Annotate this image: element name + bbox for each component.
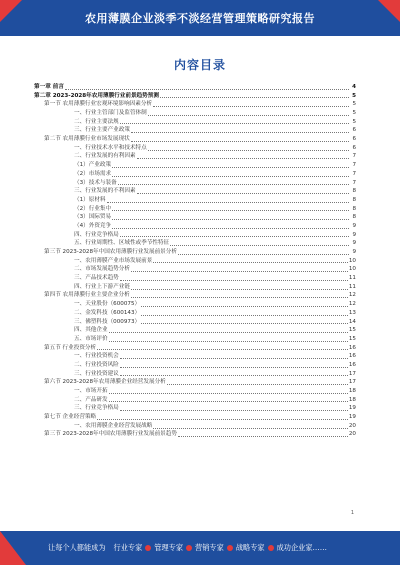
toc-leader-dots <box>65 89 349 90</box>
toc-entry[interactable] <box>34 118 356 127</box>
toc-entry-text: 四、其他企业 <box>74 327 108 334</box>
toc-entry[interactable] <box>34 257 356 266</box>
toc-entry-page: 5 <box>352 118 356 125</box>
toc-entry[interactable] <box>34 378 356 387</box>
toc-entry[interactable] <box>34 422 356 431</box>
toc-entry-text: （3）技术与装备 <box>74 179 117 186</box>
toc-entry-page: 20 <box>348 431 356 438</box>
toc-entry-page: 7 <box>352 153 356 160</box>
toc-entry-page: 16 <box>348 353 356 360</box>
toc-leader-dots <box>148 150 349 151</box>
toc-entry-page: 8 <box>352 214 356 221</box>
toc-leader-dots <box>109 341 348 342</box>
toc-entry-text: 一、行业投资机会 <box>74 353 119 360</box>
toc-leader-dots <box>137 193 349 194</box>
toc-leader-dots <box>97 419 348 420</box>
toc-entry-page: 8 <box>352 196 356 203</box>
footer-tag: 成功企业家…… <box>276 543 327 552</box>
toc-entry-text: 三、行业发展的不利因素 <box>74 188 136 195</box>
toc-entry-page: 15 <box>348 327 356 334</box>
toc-leader-dots <box>97 349 348 350</box>
toc-entry-page: 19 <box>348 414 356 421</box>
toc-entry[interactable] <box>34 396 356 405</box>
toc-entry-text: （2）市场需求 <box>74 170 112 177</box>
toc-leader-dots <box>153 106 349 107</box>
toc-leader-dots <box>160 97 349 98</box>
toc-leader-dots <box>148 115 349 116</box>
toc-entry[interactable] <box>34 361 356 370</box>
toc-entry-text: 四、行业竞争格局 <box>74 231 119 238</box>
toc-entry-text: （4）外资竞争 <box>74 222 112 229</box>
toc-entry-page: 8 <box>352 188 356 195</box>
toc-entry-page: 9 <box>352 249 356 256</box>
toc-leader-dots <box>107 202 349 203</box>
toc-entry-page: 19 <box>348 405 356 412</box>
toc-entry-text: 一、市场开拓 <box>74 388 108 395</box>
toc-entry-text: 第四节 农用薄膜行业主要企业分析 <box>44 292 130 299</box>
toc-leader-dots <box>131 141 349 142</box>
toc-leader-dots <box>141 306 348 307</box>
toc-entry[interactable] <box>34 248 356 257</box>
toc-leader-dots <box>120 410 348 411</box>
toc-entry-page: 11 <box>348 283 356 290</box>
footer-bullet-icon <box>227 545 233 551</box>
toc-entry-page: 17 <box>348 379 356 386</box>
toc-entry-page: 6 <box>352 127 356 134</box>
toc-entry[interactable] <box>34 196 356 205</box>
toc-entry-page: 10 <box>348 266 356 273</box>
toc-entry[interactable] <box>34 344 356 353</box>
header-corner-right <box>378 0 400 22</box>
toc-entry[interactable] <box>34 265 356 274</box>
toc-entry-text: 二、行业主要法规 <box>74 118 119 125</box>
footer-tag: 行业专家 <box>113 543 143 552</box>
toc-leader-dots <box>178 254 349 255</box>
toc-entry-page: 10 <box>348 257 356 264</box>
footer-tag: 战略专家 <box>235 543 265 552</box>
toc-entry-text: 一、行业主管部门及监管体制 <box>74 110 147 117</box>
toc-entry[interactable] <box>34 274 356 283</box>
toc-entry[interactable] <box>34 100 356 109</box>
toc-entry[interactable] <box>34 170 356 179</box>
toc-entry[interactable] <box>34 370 356 379</box>
toc-entry[interactable] <box>34 352 356 361</box>
toc-entry-text: 第三节 2023-2028年中国农用薄膜行业发展前景分析 <box>44 249 177 256</box>
footer-tags <box>114 543 327 553</box>
toc-entry-text: 第一节 农用薄膜行业宏观环境影响因素分析 <box>44 101 153 108</box>
toc-entry-page: 11 <box>348 275 356 282</box>
toc-entry[interactable] <box>34 83 356 92</box>
toc-leader-dots <box>120 236 349 237</box>
toc-leader-dots <box>118 184 349 185</box>
footer-bullet-icon <box>268 545 274 551</box>
toc-entry-text: （1）产业政策 <box>74 162 112 169</box>
toc-entry-text: （2）行业集中 <box>74 205 112 212</box>
footer-tag: 管理专家 <box>154 543 184 552</box>
toc-leader-dots <box>112 167 349 168</box>
toc-leader-dots <box>120 280 348 281</box>
toc-leader-dots <box>131 132 349 133</box>
toc-leader-dots <box>112 176 349 177</box>
toc-title: 内容目录 <box>173 58 226 72</box>
toc-leader-dots <box>153 262 348 263</box>
toc-entry-text: （1）原材料 <box>74 196 106 203</box>
toc-entry[interactable] <box>34 300 356 309</box>
toc-leader-dots <box>120 358 348 359</box>
toc-entry[interactable] <box>34 187 356 196</box>
toc-entry[interactable] <box>34 153 356 162</box>
toc-entry-text: 三、佛塑科技（000973） <box>74 318 141 325</box>
report-title: 农用薄膜企业淡季不淡经营管理策略研究报告 <box>85 12 315 25</box>
table-of-contents <box>34 83 356 439</box>
toc-entry-page: 15 <box>348 335 356 342</box>
toc-entry[interactable] <box>34 222 356 231</box>
toc-entry-text: 五、行业周期性、区域性或季节性特征 <box>74 240 170 247</box>
toc-entry[interactable] <box>34 213 356 222</box>
toc-entry[interactable] <box>34 404 356 413</box>
toc-entry-text: 第六节 2023-2028年农用薄膜企业经营发展分析 <box>44 379 166 386</box>
toc-entry-text: 三、行业主要产业政策 <box>74 127 130 134</box>
toc-entry-page: 7 <box>352 179 356 186</box>
header-band <box>0 0 400 36</box>
toc-entry-text: 二、产品研发 <box>74 396 108 403</box>
footer-band <box>0 531 400 565</box>
toc-entry-text: 一、农用薄膜企业经营发展战略 <box>74 422 153 429</box>
toc-entry-text: 第五节 行业投资分析 <box>44 344 97 351</box>
toc-entry-page: 17 <box>348 370 356 377</box>
toc-entry-page: 9 <box>352 222 356 229</box>
toc-entry-text: 二、行业投资风险 <box>74 361 119 368</box>
toc-entry-page: 4 <box>352 83 356 90</box>
toc-entry-text: 二、行业发展的有利因素 <box>74 153 136 160</box>
toc-entry[interactable] <box>34 283 356 292</box>
toc-leader-dots <box>167 384 348 385</box>
toc-entry-text: 一、天业股份（600075） <box>74 301 141 308</box>
toc-entry-page: 8 <box>352 205 356 212</box>
toc-entry-page: 6 <box>352 136 356 143</box>
toc-entry[interactable] <box>34 231 356 240</box>
toc-entry-text: 二、金发科技（600143） <box>74 309 141 316</box>
toc-entry-page: 7 <box>352 170 356 177</box>
toc-entry-page: 9 <box>352 231 356 238</box>
toc-entry[interactable] <box>34 335 356 344</box>
toc-entry-page: 12 <box>348 292 356 299</box>
toc-entry-text: 一、农用薄膜产业市场发展前景 <box>74 257 153 264</box>
toc-entry-text: 五、市场评价 <box>74 335 108 342</box>
toc-entry-text: 三、行业竞争格局 <box>74 405 119 412</box>
toc-leader-dots <box>178 436 348 437</box>
toc-entry-text: 第三节 2023-2028年中国农用薄膜行业发展前景趋势 <box>44 431 177 438</box>
toc-entry[interactable] <box>34 431 356 440</box>
toc-entry-page: 16 <box>348 361 356 368</box>
toc-leader-dots <box>137 158 349 159</box>
toc-entry-text: 三、行业投资建议 <box>74 370 119 377</box>
toc-entry[interactable] <box>34 135 356 144</box>
footer-lead-text: 让每个人都能成为 <box>48 543 106 552</box>
toc-entry-text: 第七节 企业经营策略 <box>44 414 97 421</box>
toc-entry[interactable] <box>34 126 356 135</box>
toc-leader-dots <box>109 393 348 394</box>
toc-entry-page: 5 <box>352 110 356 117</box>
toc-leader-dots <box>141 323 348 324</box>
toc-entry[interactable] <box>34 413 356 422</box>
toc-entry-text: 第一章 前言 <box>34 83 64 90</box>
toc-entry[interactable] <box>34 326 356 335</box>
toc-entry[interactable] <box>34 387 356 396</box>
toc-entry-page: 5 <box>352 101 356 108</box>
toc-entry-page: 7 <box>352 162 356 169</box>
toc-entry-page: 18 <box>348 388 356 395</box>
toc-entry[interactable] <box>34 92 356 101</box>
toc-entry-text: 四、行业上下游产业链 <box>74 283 130 290</box>
toc-entry-page: 13 <box>348 309 356 316</box>
toc-leader-dots <box>131 271 348 272</box>
toc-entry[interactable] <box>34 318 356 327</box>
toc-leader-dots <box>131 289 348 290</box>
toc-entry[interactable] <box>34 239 356 248</box>
toc-entry-page: 5 <box>352 92 356 99</box>
toc-leader-dots <box>120 123 349 124</box>
toc-entry-text: 三、产品技术趋势 <box>74 275 119 282</box>
toc-leader-dots <box>153 428 348 429</box>
header-corner-left <box>0 0 22 22</box>
toc-entry[interactable] <box>34 109 356 118</box>
toc-entry-text: 第二节 农用薄膜行业市场发展现状 <box>44 136 130 143</box>
toc-leader-dots <box>112 228 349 229</box>
toc-entry-page: 20 <box>348 422 356 429</box>
footer-bullet-icon <box>186 545 192 551</box>
footer-corner <box>0 531 26 565</box>
toc-entry-page: 9 <box>352 240 356 247</box>
toc-entry-page: 6 <box>352 144 356 151</box>
toc-entry-page: 14 <box>348 318 356 325</box>
toc-leader-dots <box>120 367 348 368</box>
toc-entry[interactable] <box>34 161 356 170</box>
toc-entry-page: 16 <box>348 344 356 351</box>
toc-leader-dots <box>112 219 349 220</box>
toc-entry[interactable] <box>34 179 356 188</box>
toc-entry-page: 12 <box>348 301 356 308</box>
footer-bullet-icon <box>145 545 151 551</box>
toc-entry-page: 18 <box>348 396 356 403</box>
toc-entry[interactable] <box>34 292 356 301</box>
toc-entry[interactable] <box>34 144 356 153</box>
toc-entry-text: 第二章 2023-2028年农用薄膜行业前景趋势预测 <box>34 92 159 99</box>
toc-entry[interactable] <box>34 205 356 214</box>
toc-entry-text: 一、行业技术水平和技术特点 <box>74 144 147 151</box>
toc-entry-text: 二、市场发展趋势分析 <box>74 266 130 273</box>
toc-leader-dots <box>141 315 348 316</box>
footer-tag: 营销专家 <box>195 543 224 552</box>
toc-entry-text: （3）国际贸易 <box>74 214 112 221</box>
toc-leader-dots <box>170 245 349 246</box>
toc-entry[interactable] <box>34 309 356 318</box>
toc-leader-dots <box>131 297 348 298</box>
toc-leader-dots <box>109 332 348 333</box>
page-number: 1 <box>350 510 354 516</box>
toc-leader-dots <box>112 210 349 211</box>
toc-leader-dots <box>109 401 348 402</box>
toc-leader-dots <box>120 375 348 376</box>
